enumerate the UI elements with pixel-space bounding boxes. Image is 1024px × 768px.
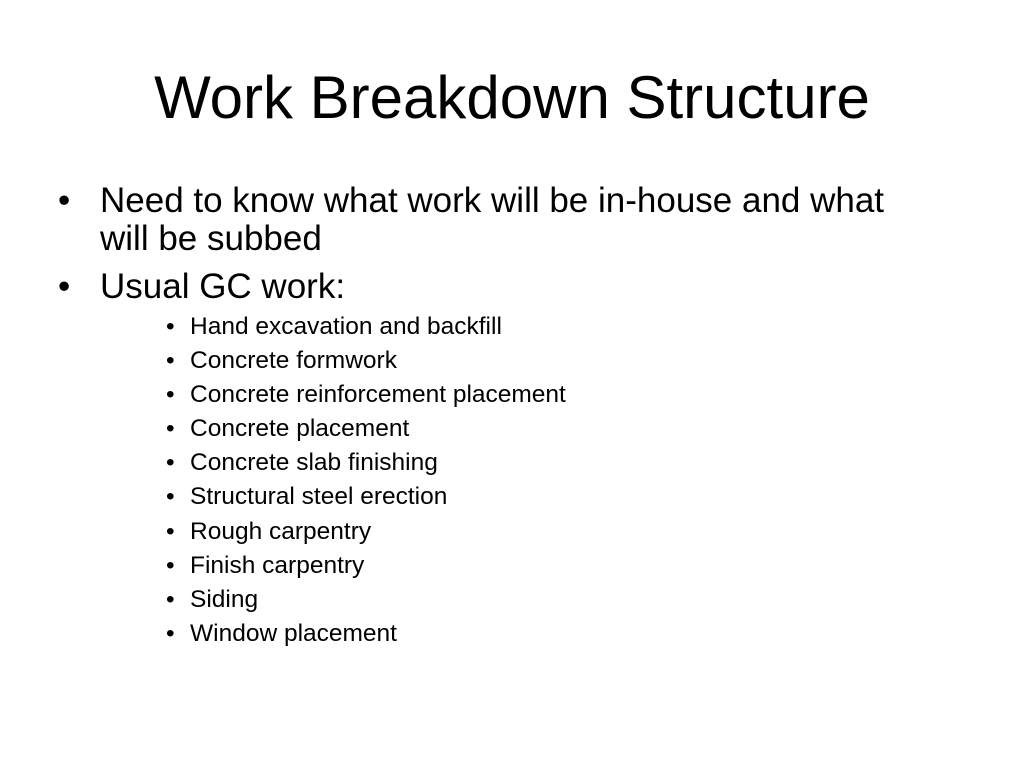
bullet-icon: • — [166, 449, 175, 477]
sub-bullet-item — [166, 583, 566, 617]
sub-bullet-item — [166, 515, 566, 549]
sub-bullet-text: Structural steel erection — [190, 483, 448, 511]
bullet-point-text: Need to know what work will be in-house and what will be subbed — [100, 181, 885, 258]
bullet-icon: • — [166, 517, 175, 545]
sub-bullet-item — [166, 378, 566, 412]
sub-bullet-item — [166, 344, 566, 378]
bullet-icon: • — [166, 415, 175, 443]
bullet-icon: • — [166, 313, 175, 340]
sub-bullet-item — [166, 412, 566, 446]
gc-work-list — [166, 310, 566, 651]
sub-bullet-text: Concrete placement — [190, 415, 410, 443]
sub-bullet-text: Window placement — [190, 619, 397, 647]
bullet-point-text: Usual GC work: — [100, 267, 346, 306]
sub-bullet-text: Rough carpentry — [190, 517, 372, 545]
bullet-icon: • — [166, 381, 175, 409]
sub-bullet-item — [166, 617, 566, 651]
bullet-icon: • — [166, 347, 175, 375]
sub-bullet-item — [166, 446, 566, 480]
sub-bullet-text: Concrete slab finishing — [190, 449, 438, 477]
bullet-icon: • — [166, 619, 175, 647]
sub-bullet-text: Siding — [190, 585, 259, 613]
sub-bullet-item — [166, 549, 566, 583]
bullet-icon: • — [58, 181, 71, 220]
bullet-icon: • — [166, 551, 175, 579]
bullet-icon: • — [58, 267, 71, 306]
sub-bullet-text: Concrete formwork — [190, 347, 397, 375]
bullet-point — [58, 268, 958, 306]
bullet-icon: • — [166, 483, 175, 511]
sub-bullet-item — [166, 310, 566, 344]
bullet-point — [58, 182, 958, 258]
bullet-icon: • — [166, 585, 175, 613]
slide-title: Work Breakdown Structure — [154, 64, 870, 131]
sub-bullet-text: Concrete reinforcement placement — [190, 381, 566, 409]
sub-bullet-item — [166, 480, 566, 514]
sub-bullet-text: Hand excavation and backfill — [190, 313, 502, 340]
sub-bullet-text: Finish carpentry — [190, 551, 365, 579]
